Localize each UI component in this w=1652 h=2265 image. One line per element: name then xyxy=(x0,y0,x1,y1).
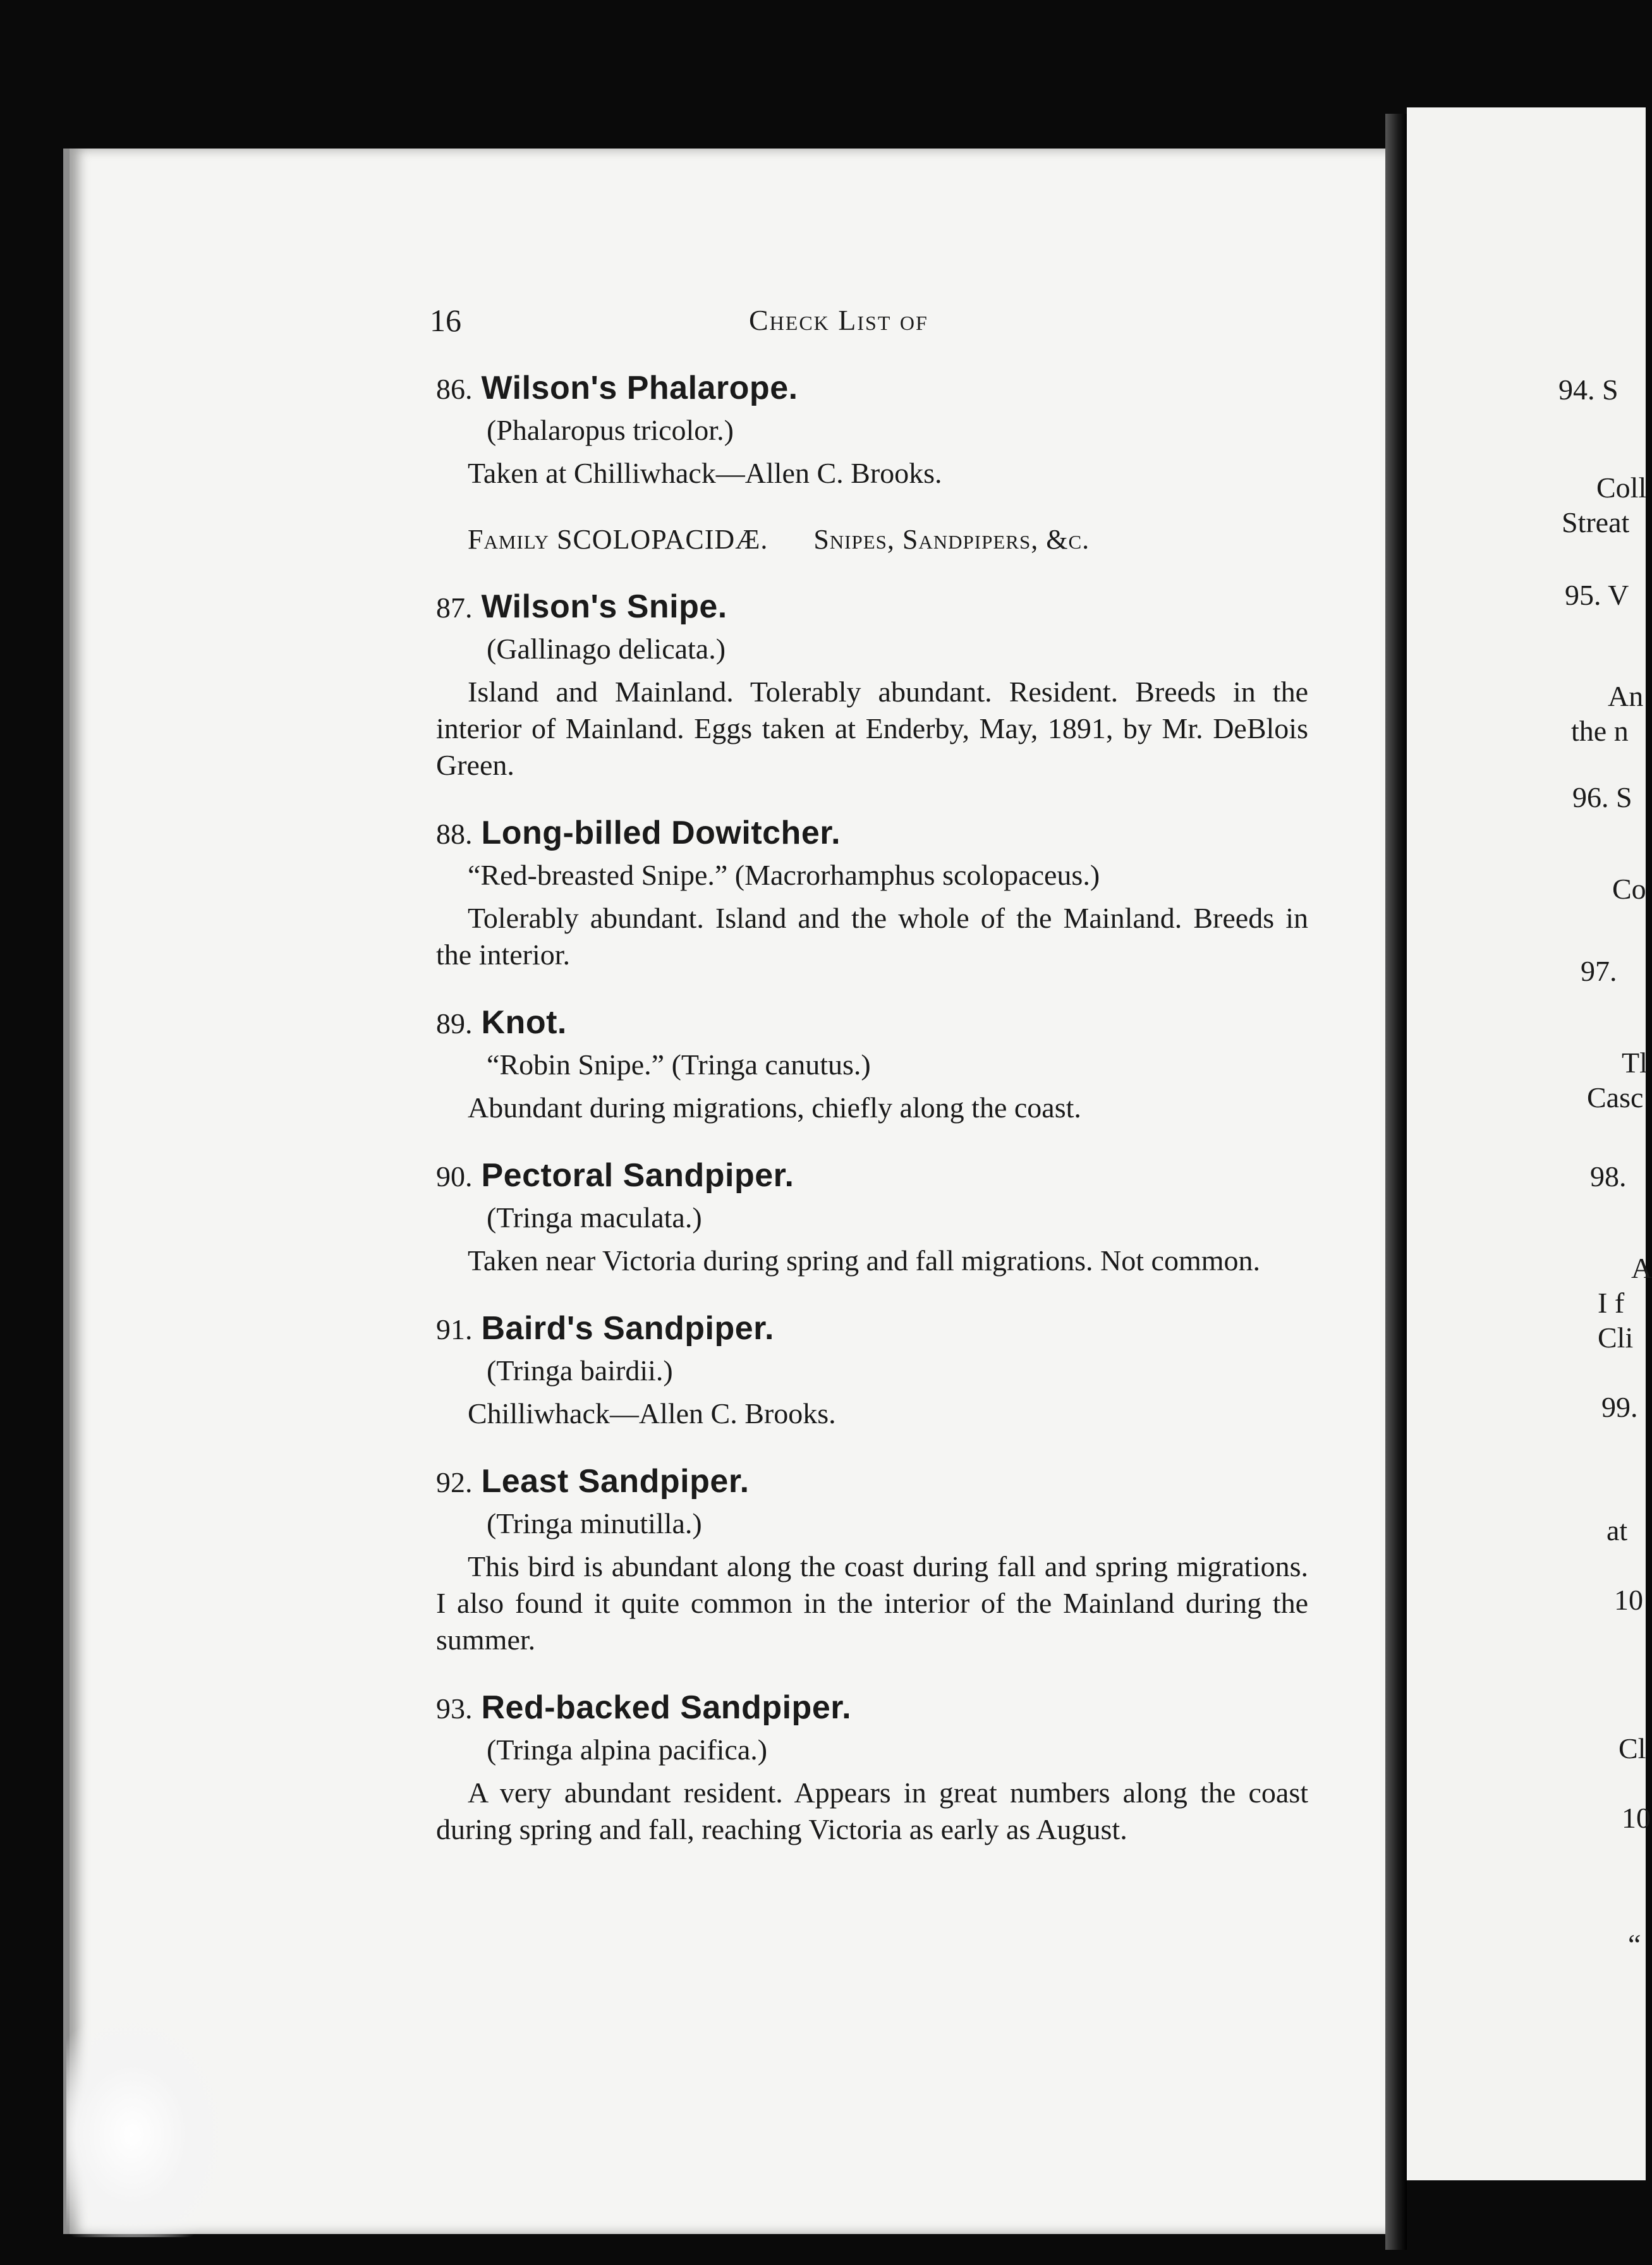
species-entry xyxy=(436,1307,1308,1432)
scientific-name: “Robin Snipe.” (Tringa canutus.) xyxy=(487,1048,871,1081)
species-entry xyxy=(436,811,1308,973)
species-entry xyxy=(436,1460,1308,1658)
entry-description: A very abundant resident. Appears in great numbers along the coast during spring and fall, reaching Victoria as early as August. xyxy=(436,1776,1308,1845)
right-fragment: at xyxy=(1606,1514,1628,1546)
running-head xyxy=(430,297,1321,341)
entry-heading xyxy=(436,1686,1308,1730)
entry-description: Taken near Victoria during spring and fall migrations. Not common. xyxy=(468,1244,1261,1277)
right-fragment: Co xyxy=(1612,873,1646,905)
scientific-name: (Tringa bairdii.) xyxy=(487,1354,673,1387)
entry-heading xyxy=(436,585,1308,629)
species-entry xyxy=(436,1001,1308,1126)
entry-heading xyxy=(436,811,1308,856)
book-gutter xyxy=(1385,114,1407,2250)
right-fragment: 95. V xyxy=(1565,579,1629,611)
species-entry xyxy=(436,1686,1308,1848)
right-fragment: 99. xyxy=(1601,1391,1638,1423)
scientific-name: “Red-breasted Snipe.” (Macrorhamphus scolopaceus.) xyxy=(468,859,1100,891)
right-fragment: A xyxy=(1631,1252,1652,1284)
right-fragment: 10 xyxy=(1614,1584,1643,1616)
species-name: Knot. xyxy=(481,1004,567,1041)
right-fragment: 97. xyxy=(1581,955,1617,987)
right-fragment: “ xyxy=(1628,1928,1641,1960)
species-entry xyxy=(436,367,1308,492)
entry-number: 93. xyxy=(436,1692,473,1725)
right-fragment: Cli xyxy=(1598,1321,1634,1354)
page-content xyxy=(436,367,1308,1876)
entry-description: Taken at Chilliwhack—Allen C. Brooks. xyxy=(468,457,942,489)
right-fragment: 98. xyxy=(1590,1160,1627,1193)
species-name: Wilson's Snipe. xyxy=(481,588,727,625)
entry-number: 86. xyxy=(436,373,473,405)
scientific-name: (Phalaropus tricolor.) xyxy=(487,414,734,446)
species-name: Least Sandpiper. xyxy=(481,1463,750,1500)
species-name: Red-backed Sandpiper. xyxy=(481,1689,852,1726)
species-entry xyxy=(436,585,1308,784)
right-fragment: 96. S xyxy=(1572,781,1632,813)
species-name: Long-billed Dowitcher. xyxy=(481,815,841,851)
right-fragment: Tl xyxy=(1622,1047,1648,1079)
species-name: Wilson's Phalarope. xyxy=(481,370,798,406)
family-label: Family xyxy=(468,524,549,555)
right-fragment: I f xyxy=(1598,1287,1625,1319)
paper-stain xyxy=(66,2010,231,2237)
species-name: Pectoral Sandpiper. xyxy=(481,1157,794,1194)
right-fragment: the n xyxy=(1571,715,1629,747)
scientific-name: (Tringa alpina pacifica.) xyxy=(487,1734,768,1766)
entry-description: Tolerably abundant. Island and the whole of the Mainland. Breeds in the interior. xyxy=(436,902,1308,971)
right-fragment: Streat xyxy=(1562,506,1630,538)
entry-number: 88. xyxy=(436,818,473,850)
running-title: Check List of xyxy=(749,304,928,336)
family-common-name: Snipes, Sandpipers, &c. xyxy=(813,524,1090,555)
entry-heading xyxy=(436,1460,1308,1504)
species-name: Baird's Sandpiper. xyxy=(481,1310,774,1347)
entry-description: This bird is abundant along the coast during fall and spring migrations. I also found it quite common in the interior of the Mainland during the summer. xyxy=(436,1550,1308,1656)
entry-number: 89. xyxy=(436,1007,473,1040)
right-fragment: Coll xyxy=(1596,471,1647,504)
entry-number: 92. xyxy=(436,1466,473,1498)
entry-heading xyxy=(436,1154,1308,1198)
scientific-name: (Gallinago delicata.) xyxy=(487,633,726,665)
entry-number: 90. xyxy=(436,1160,473,1193)
entry-heading xyxy=(436,1001,1308,1045)
entry-number: 87. xyxy=(436,592,473,624)
entry-heading xyxy=(436,367,1308,411)
entry-number: 91. xyxy=(436,1313,473,1345)
entry-heading xyxy=(436,1307,1308,1351)
right-fragment: 94. S xyxy=(1558,373,1619,406)
page-number: 16 xyxy=(430,303,461,338)
right-fragment: 10 xyxy=(1622,1802,1651,1834)
scientific-name: (Tringa minutilla.) xyxy=(487,1507,702,1539)
family-name: SCOLOPACIDÆ. xyxy=(556,524,768,555)
right-fragment: An xyxy=(1608,680,1644,712)
family-heading xyxy=(436,519,1308,560)
entry-description: Chilliwhack—Allen C. Brooks. xyxy=(468,1397,836,1430)
right-fragment: Casc xyxy=(1587,1081,1644,1114)
species-entry xyxy=(436,1154,1308,1279)
entry-description: Island and Mainland. Tolerably abundant. Resident. Breeds in the interior of Mainland. Eggs taken at Enderby, May, 1891, by Mr. DeBlois Green. xyxy=(436,676,1308,781)
entry-description: Abundant during migrations, chiefly along the coast. xyxy=(468,1091,1081,1124)
right-page xyxy=(1407,107,1652,2180)
scientific-name: (Tringa maculata.) xyxy=(487,1201,702,1234)
right-fragment: Cl xyxy=(1619,1732,1646,1764)
